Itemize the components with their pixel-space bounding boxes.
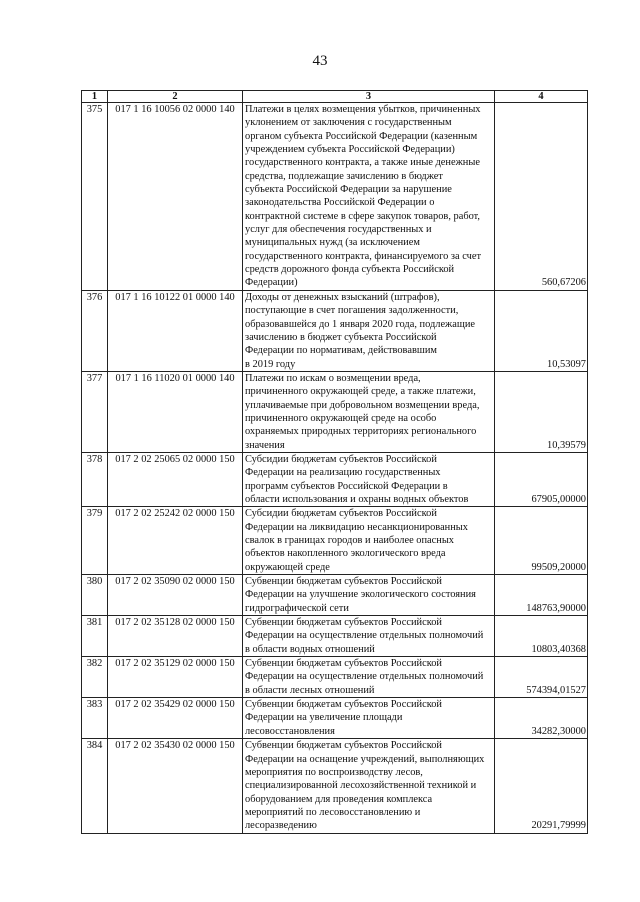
table-row xyxy=(82,507,588,575)
table-row xyxy=(82,698,588,739)
amount-value: 10803,40368 xyxy=(495,616,588,657)
description-line: Федерации) xyxy=(245,277,298,289)
description-line: Федерации на реализацию государственных xyxy=(245,467,441,479)
description-line: причиненного окружающей среде, а также платежи, xyxy=(245,386,476,398)
amount-value: 560,67206 xyxy=(495,103,588,291)
page-number: 43 xyxy=(312,53,328,69)
description-line: в области водных отношений xyxy=(245,643,375,655)
description-line: Субвенции бюджетам субъектов Российской xyxy=(245,699,442,711)
description-line: окружающей среде xyxy=(245,561,330,573)
table-row xyxy=(82,452,588,506)
description-line: государственного контракта, финансируемого за счет xyxy=(245,250,482,262)
budget-code: 017 1 16 10056 02 0000 140 xyxy=(108,103,243,291)
table-row xyxy=(82,575,588,616)
description-line: учреждением субъекта Российской Федерации) xyxy=(245,144,455,156)
description-line: Субсидии бюджетам субъектов Российской xyxy=(245,508,437,520)
row-number: 381 xyxy=(82,616,108,657)
amount-value: 148763,90000 xyxy=(495,575,588,616)
header-col-1: 1 xyxy=(82,91,108,103)
description-line: муниципальных нужд (за исключением xyxy=(245,237,420,249)
budget-code: 017 2 02 35429 02 0000 150 xyxy=(108,698,243,739)
row-number: 379 xyxy=(82,507,108,575)
header-col-3: 3 xyxy=(243,91,495,103)
description-line: Федерации на увеличение площади xyxy=(245,712,403,724)
description-line: законодательства Российской Федерации о xyxy=(245,197,435,209)
amount-value: 99509,20000 xyxy=(495,507,588,575)
description-line: услуг для обеспечения государственных и xyxy=(245,224,432,236)
description-line: зачислению в бюджет субъекта Российской xyxy=(245,331,437,343)
income-description xyxy=(243,575,495,616)
budget-code: 017 1 16 10122 01 0000 140 xyxy=(108,290,243,371)
budget-code: 017 2 02 35090 02 0000 150 xyxy=(108,575,243,616)
table-row xyxy=(82,616,588,657)
table-row xyxy=(82,290,588,371)
description-line: причиненного окружающей среде на особо xyxy=(245,412,437,424)
description-line: Федерации на оснащение учреждений, выполняющих xyxy=(245,753,485,765)
row-number: 376 xyxy=(82,290,108,371)
row-number: 378 xyxy=(82,452,108,506)
budget-code: 017 2 02 25065 02 0000 150 xyxy=(108,452,243,506)
description-line: Субсидии бюджетам субъектов Российской xyxy=(245,453,437,465)
description-line: Субвенции бюджетам субъектов Российской xyxy=(245,658,442,670)
header-col-4: 4 xyxy=(495,91,588,103)
description-line: в области лесных отношений xyxy=(245,684,375,696)
amount-value: 67905,00000 xyxy=(495,452,588,506)
description-line: лесовосстановления xyxy=(245,725,335,737)
description-line: средства, подлежащие зачислению в бюджет xyxy=(245,170,443,182)
description-line: уклонением от заключения с государственным xyxy=(245,117,452,129)
income-description xyxy=(243,507,495,575)
description-line: лесоразведению xyxy=(245,820,317,832)
description-line: Федерации на улучшение экологического состояния xyxy=(245,589,476,601)
income-description xyxy=(243,739,495,833)
row-number: 375 xyxy=(82,103,108,291)
budget-code: 017 2 02 35128 02 0000 150 xyxy=(108,616,243,657)
description-line: Федерации на осуществление отдельных полномочий xyxy=(245,630,484,642)
description-line: свалок в границах городов и наиболее опасных xyxy=(245,535,455,546)
description-line: контрактной системе в сфере закупок товаров, работ, xyxy=(245,210,481,222)
description-line: Субвенции бюджетам субъектов Российской xyxy=(245,740,442,752)
description-line: Субвенции бюджетам субъектов Российской xyxy=(245,576,442,588)
description-line: мероприятий по лесовосстановлению и xyxy=(245,806,421,818)
budget-code: 017 2 02 25242 02 0000 150 xyxy=(108,507,243,575)
row-number: 384 xyxy=(82,739,108,833)
budget-code: 017 1 16 11020 01 0000 140 xyxy=(108,371,243,452)
description-line: охраняемых природных территориях регионального xyxy=(245,426,477,438)
row-number: 380 xyxy=(82,575,108,616)
row-number: 377 xyxy=(82,371,108,452)
row-number: 383 xyxy=(82,698,108,739)
description-line: органом субъекта Российской Федерации (казенным xyxy=(245,130,478,142)
description-line: образовавшейся до 1 января 2020 года, подлежащие xyxy=(245,318,476,330)
table-row xyxy=(82,739,588,833)
amount-value: 10,39579 xyxy=(495,371,588,452)
description-line: Федерации на осуществление отдельных полномочий xyxy=(245,671,484,683)
description-line: поступающие в счет погашения задолженности, xyxy=(245,305,459,317)
row-number: 382 xyxy=(82,657,108,698)
income-description xyxy=(243,103,495,291)
table-body xyxy=(82,103,588,834)
header-col-2: 2 xyxy=(108,91,243,103)
description-line: Платежи по искам о возмещении вреда, xyxy=(245,372,421,384)
table-header xyxy=(82,91,588,103)
income-description xyxy=(243,290,495,371)
description-line: мероприятия по воспроизводству лесов, xyxy=(245,766,423,778)
description-line: субъекта Российской Федерации за нарушение xyxy=(245,184,452,196)
table-row xyxy=(82,103,588,291)
description-line: области использования и охраны водных объектов xyxy=(245,493,469,505)
description-line: оборудованием для проведения комплекса xyxy=(245,793,433,805)
income-description xyxy=(243,616,495,657)
description-line: гидрографической сети xyxy=(245,602,349,614)
header-row xyxy=(82,91,588,103)
description-line: Платежи в целях возмещения убытков, причиненных xyxy=(245,104,481,115)
budget-code: 017 2 02 35430 02 0000 150 xyxy=(108,739,243,833)
income-description xyxy=(243,371,495,452)
description-line: уплачиваемые при добровольном возмещении вреда, xyxy=(245,399,480,411)
amount-value: 10,53097 xyxy=(495,290,588,371)
description-line: специализированной лесохозяйственной техникой и xyxy=(245,780,477,792)
description-line: программ субъектов Российской Федерации в xyxy=(245,480,448,492)
description-line: государственного контракта, а также иные денежные xyxy=(245,157,480,169)
description-line: значения xyxy=(245,439,285,451)
description-line: Федерации на ликвидацию несанкционированных xyxy=(245,521,468,533)
amount-value: 574394,01527 xyxy=(495,657,588,698)
income-description xyxy=(243,452,495,506)
description-line: Федерации по нормативам, действовавшим xyxy=(245,345,437,357)
amount-value: 34282,30000 xyxy=(495,698,588,739)
description-line: средств дорожного фонда субъекта Российской xyxy=(245,264,455,276)
amount-value: 20291,79999 xyxy=(495,739,588,833)
description-line: объектов накопленного экологического вреда xyxy=(245,548,446,560)
income-description xyxy=(243,698,495,739)
description-line: в 2019 году xyxy=(245,358,296,370)
description-line: Доходы от денежных взысканий (штрафов), xyxy=(245,291,440,303)
revenue-table xyxy=(81,90,588,834)
table-row xyxy=(82,657,588,698)
income-description xyxy=(243,657,495,698)
budget-code: 017 2 02 35129 02 0000 150 xyxy=(108,657,243,698)
table-row xyxy=(82,371,588,452)
description-line: Субвенции бюджетам субъектов Российской xyxy=(245,617,442,629)
